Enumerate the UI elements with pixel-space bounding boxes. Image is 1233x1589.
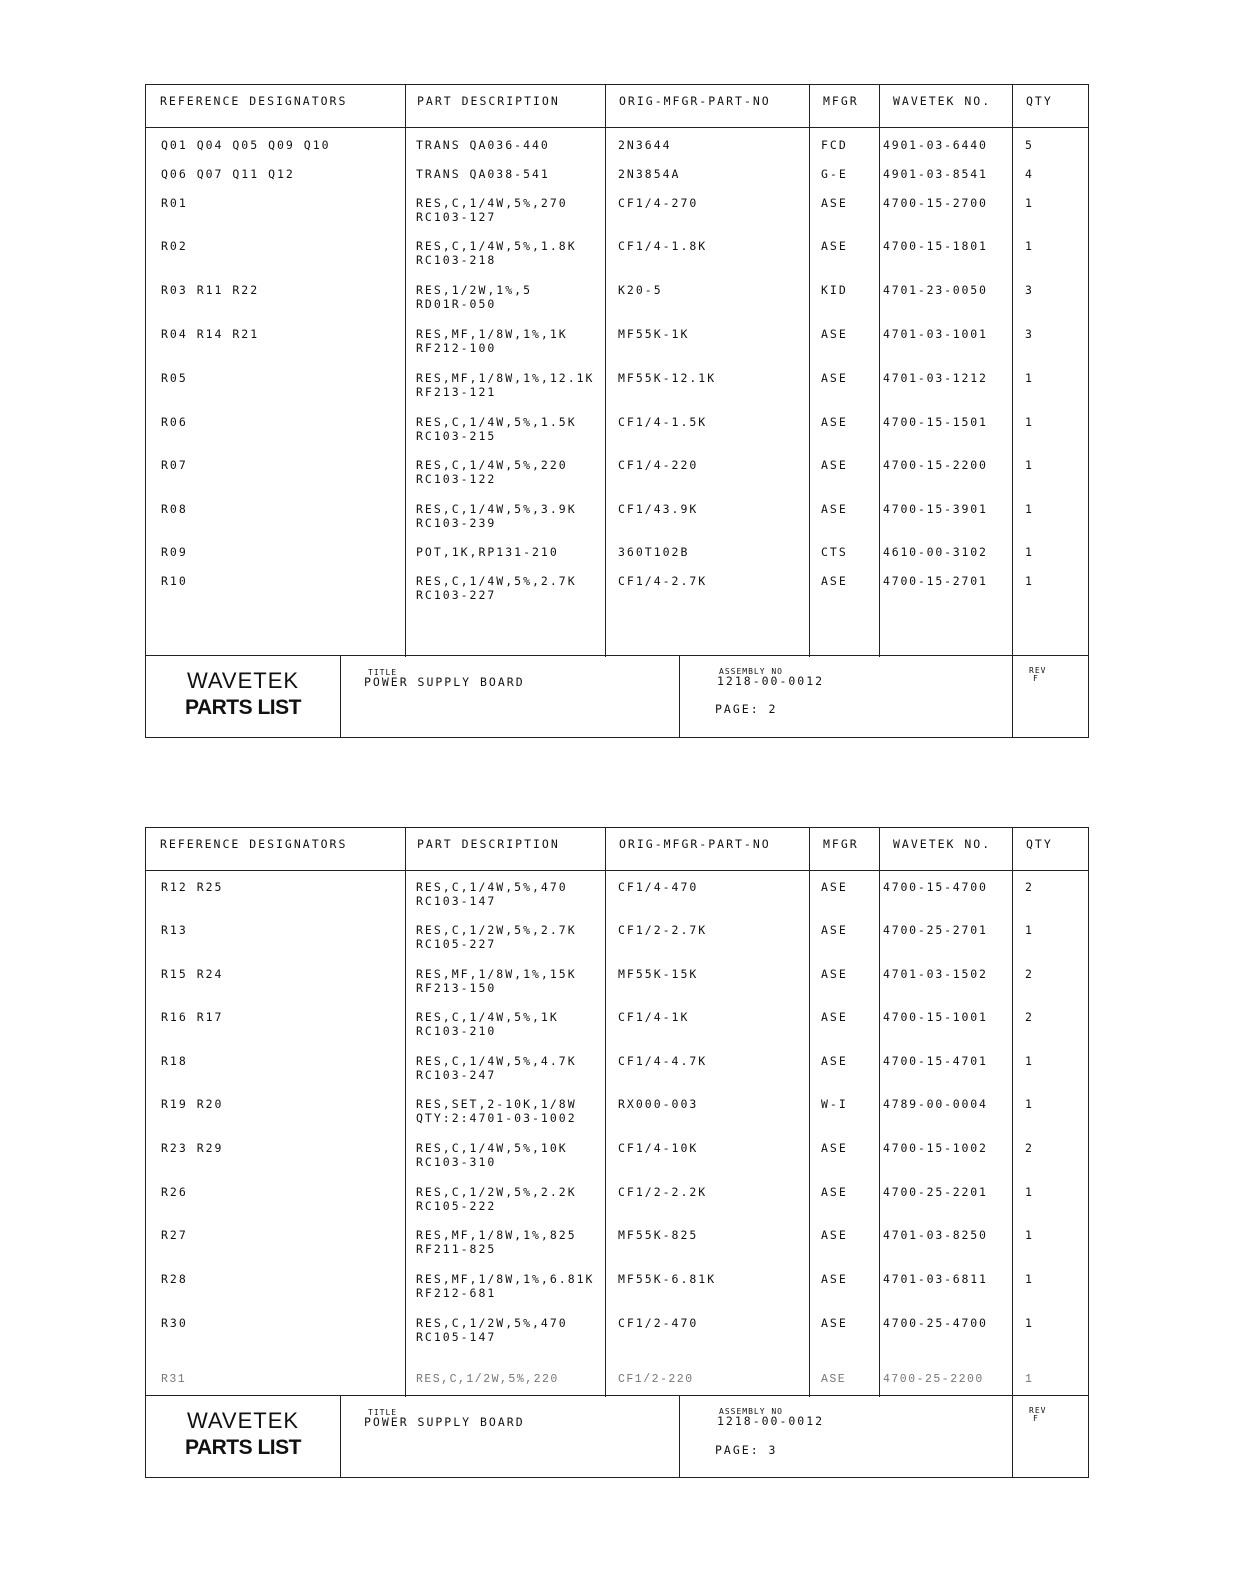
- wavetek-no: 4700-15-2200: [883, 458, 988, 472]
- part-description: RES,C,1/4W,5%,1.5K RC103-215: [416, 415, 577, 443]
- title-label: TITLE: [368, 668, 398, 677]
- wavetek-logo: [146, 656, 341, 737]
- ref-designators: R06: [161, 415, 188, 429]
- ref-designators: R19 R20: [161, 1097, 224, 1111]
- wavetek-no: 4789-00-0004: [883, 1097, 988, 1111]
- quantity: 1: [1025, 1373, 1034, 1386]
- part-description: RES,1/2W,1%,5 RD01R-050: [416, 283, 533, 311]
- part-description: TRANS QA036-440: [416, 138, 550, 152]
- wavetek-no: 4701-03-1212: [883, 371, 988, 385]
- rev-value: F: [1033, 674, 1039, 683]
- revision-field: [1012, 656, 1088, 737]
- wavetek-no: 4700-15-1801: [883, 239, 988, 253]
- rev-label: REV: [1029, 1406, 1047, 1415]
- orig-mfgr-part-no: 360T102B: [618, 545, 690, 559]
- mfgr-code: ASE: [821, 239, 848, 253]
- part-description: RES,C,1/2W,5%,2.7K RC105-227: [416, 923, 577, 951]
- ref-designators: R10: [161, 574, 188, 588]
- title-field: [340, 656, 680, 737]
- orig-mfgr-part-no: CF1/4-2.7K: [618, 574, 708, 588]
- part-description: TRANS QA038-541: [416, 167, 550, 181]
- mfgr-code: ASE: [821, 415, 848, 429]
- mfgr-code: ASE: [821, 923, 848, 937]
- column-header-part: ORIG-MFGR-PART-NO: [619, 94, 771, 108]
- ref-designators: R09: [161, 545, 188, 559]
- parts-list-sheet-page-2: [145, 84, 1089, 738]
- mfgr-code: ASE: [821, 1185, 848, 1199]
- column-header-wavetek: WAVETEK NO.: [893, 94, 992, 108]
- board-title: POWER SUPPLY BOARD: [364, 675, 525, 689]
- assembly-label: ASSEMBLY NO: [719, 1407, 783, 1416]
- ref-designators: R03 R11 R22: [161, 283, 260, 297]
- quantity: 1: [1025, 458, 1034, 472]
- ref-designators: R23 R29: [161, 1141, 224, 1155]
- mfgr-code: ASE: [821, 574, 848, 588]
- ref-designators: R08: [161, 502, 188, 516]
- parts-list-label: PARTS LIST: [185, 696, 301, 719]
- orig-mfgr-part-no: CF1/2-470: [618, 1316, 699, 1330]
- wavetek-no: 4700-25-2701: [883, 923, 988, 937]
- wavetek-no: 4700-15-3901: [883, 502, 988, 516]
- quantity: 1: [1025, 1054, 1034, 1068]
- orig-mfgr-part-no: CF1/43.9K: [618, 502, 699, 516]
- mfgr-code: ASE: [821, 967, 848, 981]
- orig-mfgr-part-no: 2N3644: [618, 138, 672, 152]
- assembly-number: 1218-00-0012: [717, 674, 825, 688]
- orig-mfgr-part-no: MF55K-825: [618, 1228, 699, 1242]
- column-header-mfgr: MFGR: [823, 94, 859, 108]
- orig-mfgr-part-no: CF1/4-1K: [618, 1010, 690, 1024]
- mfgr-code: W-I: [821, 1097, 848, 1111]
- part-description: RES,C,1/4W,5%,10K RC103-310: [416, 1141, 568, 1169]
- rev-value: F: [1033, 1414, 1039, 1423]
- mfgr-code: ASE: [821, 1316, 848, 1330]
- wavetek-no: 4700-15-2700: [883, 196, 988, 210]
- assembly-field: [679, 656, 1013, 737]
- part-description: RES,C,1/2W,5%,2.2K RC105-222: [416, 1185, 577, 1213]
- wavetek-no: 4700-15-4701: [883, 1054, 988, 1068]
- quantity: 1: [1025, 1272, 1034, 1286]
- wavetek-no: 4700-15-1002: [883, 1141, 988, 1155]
- ref-designators: R01: [161, 196, 188, 210]
- quantity: 5: [1025, 138, 1034, 152]
- orig-mfgr-part-no: CF1/4-4.7K: [618, 1054, 708, 1068]
- part-description: RES,C,1/4W,5%,470 RC103-147: [416, 880, 568, 908]
- part-description: RES,MF,1/8W,1%,1K RF212-100: [416, 327, 568, 355]
- rev-label: REV: [1029, 666, 1047, 675]
- ref-designators: Q06 Q07 Q11 Q12: [161, 167, 295, 181]
- quantity: 2: [1025, 880, 1034, 894]
- page-number: PAGE: 3: [715, 1443, 778, 1457]
- ref-designators: R04 R14 R21: [161, 327, 260, 341]
- ref-designators: R02: [161, 239, 188, 253]
- part-description: RES,C,1/4W,5%,1K RC103-210: [416, 1010, 559, 1038]
- assembly-field: [679, 1396, 1013, 1477]
- part-description: RES,C,1/2W,5%,470 RC105-147: [416, 1316, 568, 1344]
- part-description: RES,SET,2-10K,1/8W QTY:2:4701-03-1002: [416, 1097, 577, 1125]
- wavetek-no: 4701-03-8250: [883, 1228, 988, 1242]
- orig-mfgr-part-no: CF1/2-2.7K: [618, 923, 708, 937]
- quantity: 1: [1025, 574, 1034, 588]
- column-header-desc: PART DESCRIPTION: [417, 837, 560, 851]
- wavetek-no: 4700-15-2701: [883, 574, 988, 588]
- ref-designators: R15 R24: [161, 967, 224, 981]
- orig-mfgr-part-no: CF1/4-220: [618, 458, 699, 472]
- orig-mfgr-part-no: CF1/4-1.8K: [618, 239, 708, 253]
- quantity: 1: [1025, 545, 1034, 559]
- parts-list-sheet-page-3: [145, 827, 1089, 1478]
- brand-name: WAVETEK: [186, 1408, 300, 1433]
- orig-mfgr-part-no: 2N3854A: [618, 167, 681, 181]
- quantity: 2: [1025, 1010, 1034, 1024]
- ref-designators: R31: [161, 1373, 187, 1386]
- ref-designators: R26: [161, 1185, 188, 1199]
- table-header: [146, 828, 1088, 871]
- ref-designators: R30: [161, 1316, 188, 1330]
- quantity: 2: [1025, 967, 1034, 981]
- quantity: 1: [1025, 371, 1034, 385]
- orig-mfgr-part-no: MF55K-6.81K: [618, 1272, 717, 1286]
- title-label: TITLE: [368, 1408, 398, 1417]
- column-header-qty: QTY: [1026, 94, 1053, 108]
- ref-designators: R16 R17: [161, 1010, 224, 1024]
- mfgr-code: ASE: [821, 502, 848, 516]
- wavetek-no: 4901-03-6440: [883, 138, 988, 152]
- mfgr-code: CTS: [821, 545, 848, 559]
- part-description: RES,MF,1/8W,1%,825 RF211-825: [416, 1228, 577, 1256]
- ref-designators: R05: [161, 371, 188, 385]
- mfgr-code: ASE: [821, 1272, 848, 1286]
- wavetek-no: 4700-25-4700: [883, 1316, 988, 1330]
- mfgr-code: ASE: [821, 1010, 848, 1024]
- orig-mfgr-part-no: CF1/2-2.2K: [618, 1185, 708, 1199]
- column-header-part: ORIG-MFGR-PART-NO: [619, 837, 771, 851]
- page-number: PAGE: 2: [715, 702, 778, 716]
- ref-designators: R27: [161, 1228, 188, 1242]
- quantity: 1: [1025, 1097, 1034, 1111]
- quantity: 2: [1025, 1141, 1034, 1155]
- quantity: 1: [1025, 923, 1034, 937]
- wavetek-no: 4610-00-3102: [883, 545, 988, 559]
- quantity: 1: [1025, 239, 1034, 253]
- assembly-number: 1218-00-0012: [717, 1414, 825, 1428]
- column-header-qty: QTY: [1026, 837, 1053, 851]
- part-description: RES,MF,1/8W,1%,12.1K RF213-121: [416, 371, 595, 399]
- wavetek-no: 4700-15-4700: [883, 880, 988, 894]
- orig-mfgr-part-no: CF1/4-270: [618, 196, 699, 210]
- orig-mfgr-part-no: CF1/2-220: [618, 1373, 694, 1386]
- quantity: 3: [1025, 283, 1034, 297]
- part-description: RES,C,1/4W,5%,2.7K RC103-227: [416, 574, 577, 602]
- mfgr-code: FCD: [821, 138, 848, 152]
- column-header-ref: REFERENCE DESIGNATORS: [160, 837, 348, 851]
- orig-mfgr-part-no: K20-5: [618, 283, 663, 297]
- ref-designators: R13: [161, 923, 188, 937]
- wavetek-no: 4700-15-1001: [883, 1010, 988, 1024]
- wavetek-no: 4701-03-1502: [883, 967, 988, 981]
- title-field: [340, 1396, 680, 1477]
- ref-designators: R12 R25: [161, 880, 224, 894]
- mfgr-code: G-E: [821, 167, 848, 181]
- quantity: 1: [1025, 502, 1034, 516]
- ref-designators: R07: [161, 458, 188, 472]
- orig-mfgr-part-no: MF55K-1K: [618, 327, 690, 341]
- column-header-mfgr: MFGR: [823, 837, 859, 851]
- assembly-label: ASSEMBLY NO: [719, 667, 783, 676]
- wavetek-no: 4700-25-2200: [883, 1373, 984, 1386]
- parts-list-label: PARTS LIST: [185, 1436, 301, 1459]
- mfgr-code: ASE: [821, 1054, 848, 1068]
- orig-mfgr-part-no: MF55K-12.1K: [618, 371, 717, 385]
- quantity: 1: [1025, 415, 1034, 429]
- column-header-desc: PART DESCRIPTION: [417, 94, 560, 108]
- title-block: [146, 655, 1088, 737]
- mfgr-code: KID: [821, 283, 848, 297]
- orig-mfgr-part-no: CF1/4-10K: [618, 1141, 699, 1155]
- wavetek-no: 4700-15-1501: [883, 415, 988, 429]
- part-description: RES,C,1/4W,5%,3.9K RC103-239: [416, 502, 577, 530]
- orig-mfgr-part-no: CF1/4-470: [618, 880, 699, 894]
- part-description: RES,MF,1/8W,1%,15K RF213-150: [416, 967, 577, 995]
- quantity: 1: [1025, 1316, 1034, 1330]
- brand-name: WAVETEK: [186, 668, 300, 693]
- part-description: RES,C,1/4W,5%,1.8K RC103-218: [416, 239, 577, 267]
- revision-field: [1012, 1396, 1088, 1477]
- part-description: POT,1K,RP131-210: [416, 545, 559, 559]
- table-header: [146, 85, 1088, 128]
- ref-designators: R18: [161, 1054, 188, 1068]
- mfgr-code: ASE: [821, 196, 848, 210]
- wavetek-logo: [146, 1396, 341, 1477]
- column-header-ref: REFERENCE DESIGNATORS: [160, 94, 348, 108]
- mfgr-code: ASE: [821, 371, 848, 385]
- ref-designators: R28: [161, 1272, 188, 1286]
- orig-mfgr-part-no: MF55K-15K: [618, 967, 699, 981]
- part-description: RES,MF,1/8W,1%,6.81K RF212-681: [416, 1272, 595, 1300]
- quantity: 1: [1025, 1185, 1034, 1199]
- part-description: RES,C,1/4W,5%,4.7K RC103-247: [416, 1054, 577, 1082]
- mfgr-code: ASE: [821, 1373, 847, 1386]
- column-header-wavetek: WAVETEK NO.: [893, 837, 992, 851]
- wavetek-no: 4901-03-8541: [883, 167, 988, 181]
- orig-mfgr-part-no: RX000-003: [618, 1097, 699, 1111]
- wavetek-no: 4701-03-6811: [883, 1272, 988, 1286]
- wavetek-no: 4701-03-1001: [883, 327, 988, 341]
- title-block: [146, 1395, 1088, 1477]
- mfgr-code: ASE: [821, 458, 848, 472]
- orig-mfgr-part-no: CF1/4-1.5K: [618, 415, 708, 429]
- mfgr-code: ASE: [821, 1228, 848, 1242]
- wavetek-no: 4700-25-2201: [883, 1185, 988, 1199]
- wavetek-no: 4701-23-0050: [883, 283, 988, 297]
- quantity: 4: [1025, 167, 1034, 181]
- quantity: 1: [1025, 196, 1034, 210]
- quantity: 1: [1025, 1228, 1034, 1242]
- mfgr-code: ASE: [821, 1141, 848, 1155]
- mfgr-code: ASE: [821, 327, 848, 341]
- mfgr-code: ASE: [821, 880, 848, 894]
- part-description: RES,C,1/4W,5%,270 RC103-127: [416, 196, 568, 224]
- part-description: RES,C,1/4W,5%,220 RC103-122: [416, 458, 568, 486]
- board-title: POWER SUPPLY BOARD: [364, 1415, 525, 1429]
- quantity: 3: [1025, 327, 1034, 341]
- ref-designators: Q01 Q04 Q05 Q09 Q10: [161, 138, 331, 152]
- part-description: RES,C,1/2W,5%,220: [416, 1373, 559, 1386]
